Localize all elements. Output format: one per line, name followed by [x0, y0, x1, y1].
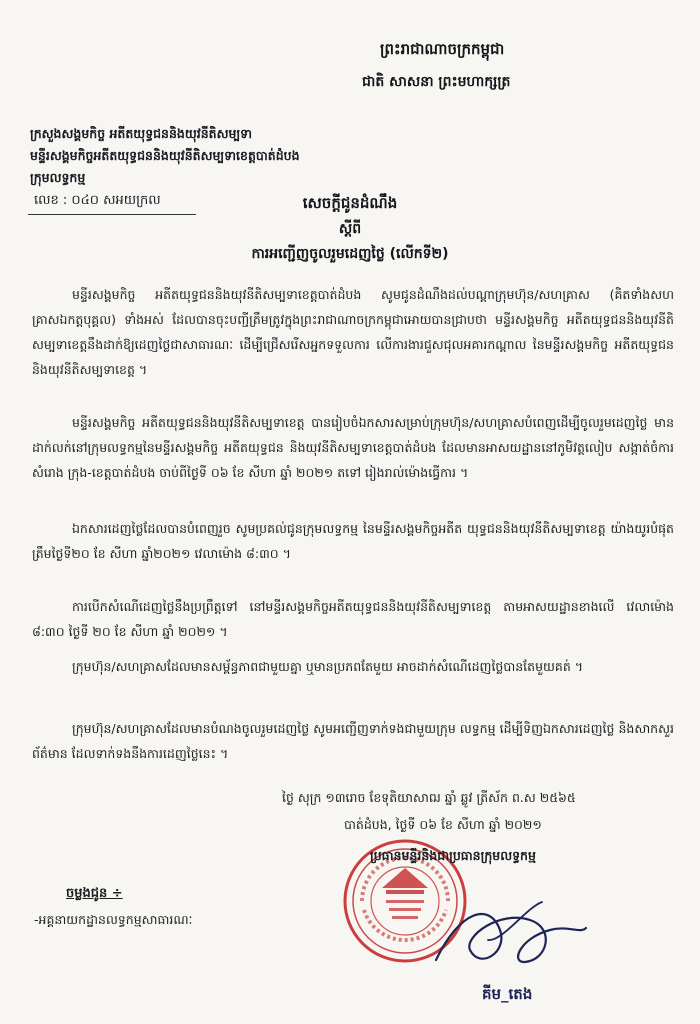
signer-name: គីម_តេង: [482, 985, 533, 1003]
paragraph-documents: មន្ទីរសង្គមកិច្ច អតីតយុទ្ធជននិងយុវនីតិសម្បទាខេត្ត បានរៀបចំឯកសារសម្រាប់ក្រុមហ៊ុន/សហគ្រាសបំពេញដើម្បីចូលរួមដេញថ្លៃ មានដាក់លក់នៅក្រុមលទ្ធកម្មនៃមន្ទីរសង្គមកិច្ច អតីតយុទ្ធជន និងយុវនីតិសម្បទាខេត្តបាត់ដំបង ដែលមានអាសយដ្ឋាននៅភូមិវត្តលៀប សង្កាត់ចំការ សំរោង ក្រុង-ខេត្តបាត់ដំបង ចាប់ពីថ្ងៃទី ០៦ ខែ សីហា ឆ្នាំ ២០២១ តទៅ រៀងរាល់ម៉ោងធ្វើការ ។: [32, 415, 674, 480]
notice-subject: ការអញ្ជើញចូលរួមដេញថ្លៃ (លើកទី២): [251, 246, 449, 262]
paragraph-submission: ឯកសារដេញថ្លៃដែលបានបំពេញរួច សូមប្រគល់ជូនក្រុមលទ្ធកម្ម នៃមន្ទីរសង្គមកិច្ចអតីត យុទ្ធជននិងយុវនីតិសម្បទាខេត្ត យ៉ាងយូរបំផុតត្រឹមថ្ងៃទី២០ ខែ សីហា ឆ្នាំ២០២១ វេលាម៉ោង ៨:៣០ ។: [32, 521, 674, 561]
notice-title: សេចក្តីជូនដំណឹង: [302, 194, 398, 212]
reference-number: លេខ : ០៤០ សអយក្រល: [34, 193, 161, 208]
distribution-title: ចម្លងជូន ÷: [66, 886, 123, 901]
notice-about: ស្តីពី: [338, 221, 362, 237]
kingdom-heading: ព្រះរាជាណាចក្រកម្ពុជា: [380, 40, 505, 58]
lunar-date: ថ្ងៃ សុក្រ ១៣រោច ខែទុតិយាសាឍ ឆ្នាំ ឆ្លូវ ត្រីស័ក ព.ស ២៥៦៥: [282, 790, 576, 805]
committee-name: ក្រុមលទ្ធកម្ម: [30, 170, 86, 185]
signer-title: ប្រធានមន្ទីរនិងជាប្រធានក្រុមលទ្ធកម្ម: [370, 848, 536, 863]
ministry-name: ក្រសួងសង្គមកិច្ច អតីតយុទ្ធជននិងយុវនីតិសម្បទា: [30, 126, 253, 141]
department-name: មន្ទីរសង្គមកិច្ចអតីតយុទ្ធជននិងយុវនីតិសម្បទាខេត្តបាត់ដំបង: [30, 148, 300, 163]
signature-icon: [430, 890, 590, 985]
paragraph-opening: ការបើកសំណើដេញថ្លៃនឹងប្រព្រឹត្តទៅ នៅមន្ទីរសង្គមកិច្ចអតីតយុទ្ធជននិងយុវនីតិសម្បទាខេត្ត តាមអាសយដ្ឋានខាងលើ វេលាម៉ោង ៨:៣០ ថ្ងៃទី ២០ ខែ សីហា ឆ្នាំ ២០២១ ។: [32, 599, 674, 639]
distribution-item: -អគ្គនាយកដ្ឋានលទ្ធកម្មសាធារណៈ: [34, 912, 193, 927]
paragraph-announcement: មន្ទីរសង្គមកិច្ច អតីតយុទ្ធជននិងយុវនីតិសម្បទាខេត្តបាត់ដំបង សូមជូនដំណឹងដល់បណ្តាក្រុមហ៊ុន/សហគ្រាស (គិតទាំងសហគ្រាសឯកត្តបុគ្គល) ទាំងអស់ ដែលបានចុះបញ្ជីត្រឹមត្រូវក្នុងព្រះរាជាណាចក្រកម្ពុជាអោយបានជ្រាបថា មន្ទីរសង្គមកិច្ច អតីតយុទ្ធជននិងយុវនីតិសម្បទាខេត្តនឹងដាក់ឱ្យដេញថ្លៃជាសាធារណៈ ដើម្បីជ្រើសរើសអ្នកទទួលការ លើការងារជួសជុលអគារកណ្តាល នៃមន្ទីរសង្គមកិច្ច អតីតយុទ្ធជននិងយុវនីតិសម្បទាខេត្ត ។: [32, 287, 674, 377]
solar-date: បាត់ដំបង, ថ្ងៃទី ០៦ ខែ សីហា ឆ្នាំ ២០២១: [344, 817, 542, 832]
paragraph-one-bid: ក្រុមហ៊ុន/សហគ្រាសដែលមានសម្ព័ន្ធភាពជាមួយគ្នា ឬមានប្រភពតែមួយ អាចដាក់សំណើដេញថ្លៃបានតែមួយគត់ ។: [72, 659, 584, 674]
national-motto: ជាតិ សាសនា ព្រះមហាក្សត្រ: [362, 74, 511, 90]
paragraph-contact: ក្រុមហ៊ុន/សហគ្រាសដែលមានបំណងចូលរួមដេញថ្លៃ សូមអញ្ជើញទាក់ទងជាមួយក្រុម លទ្ធកម្ម ដើម្បីទិញឯកសារដេញថ្លៃ និងសាកសួរព័ត៌មាន ដែលទាក់ទងនឹងការដេញថ្លៃនេះ ។: [32, 721, 674, 761]
